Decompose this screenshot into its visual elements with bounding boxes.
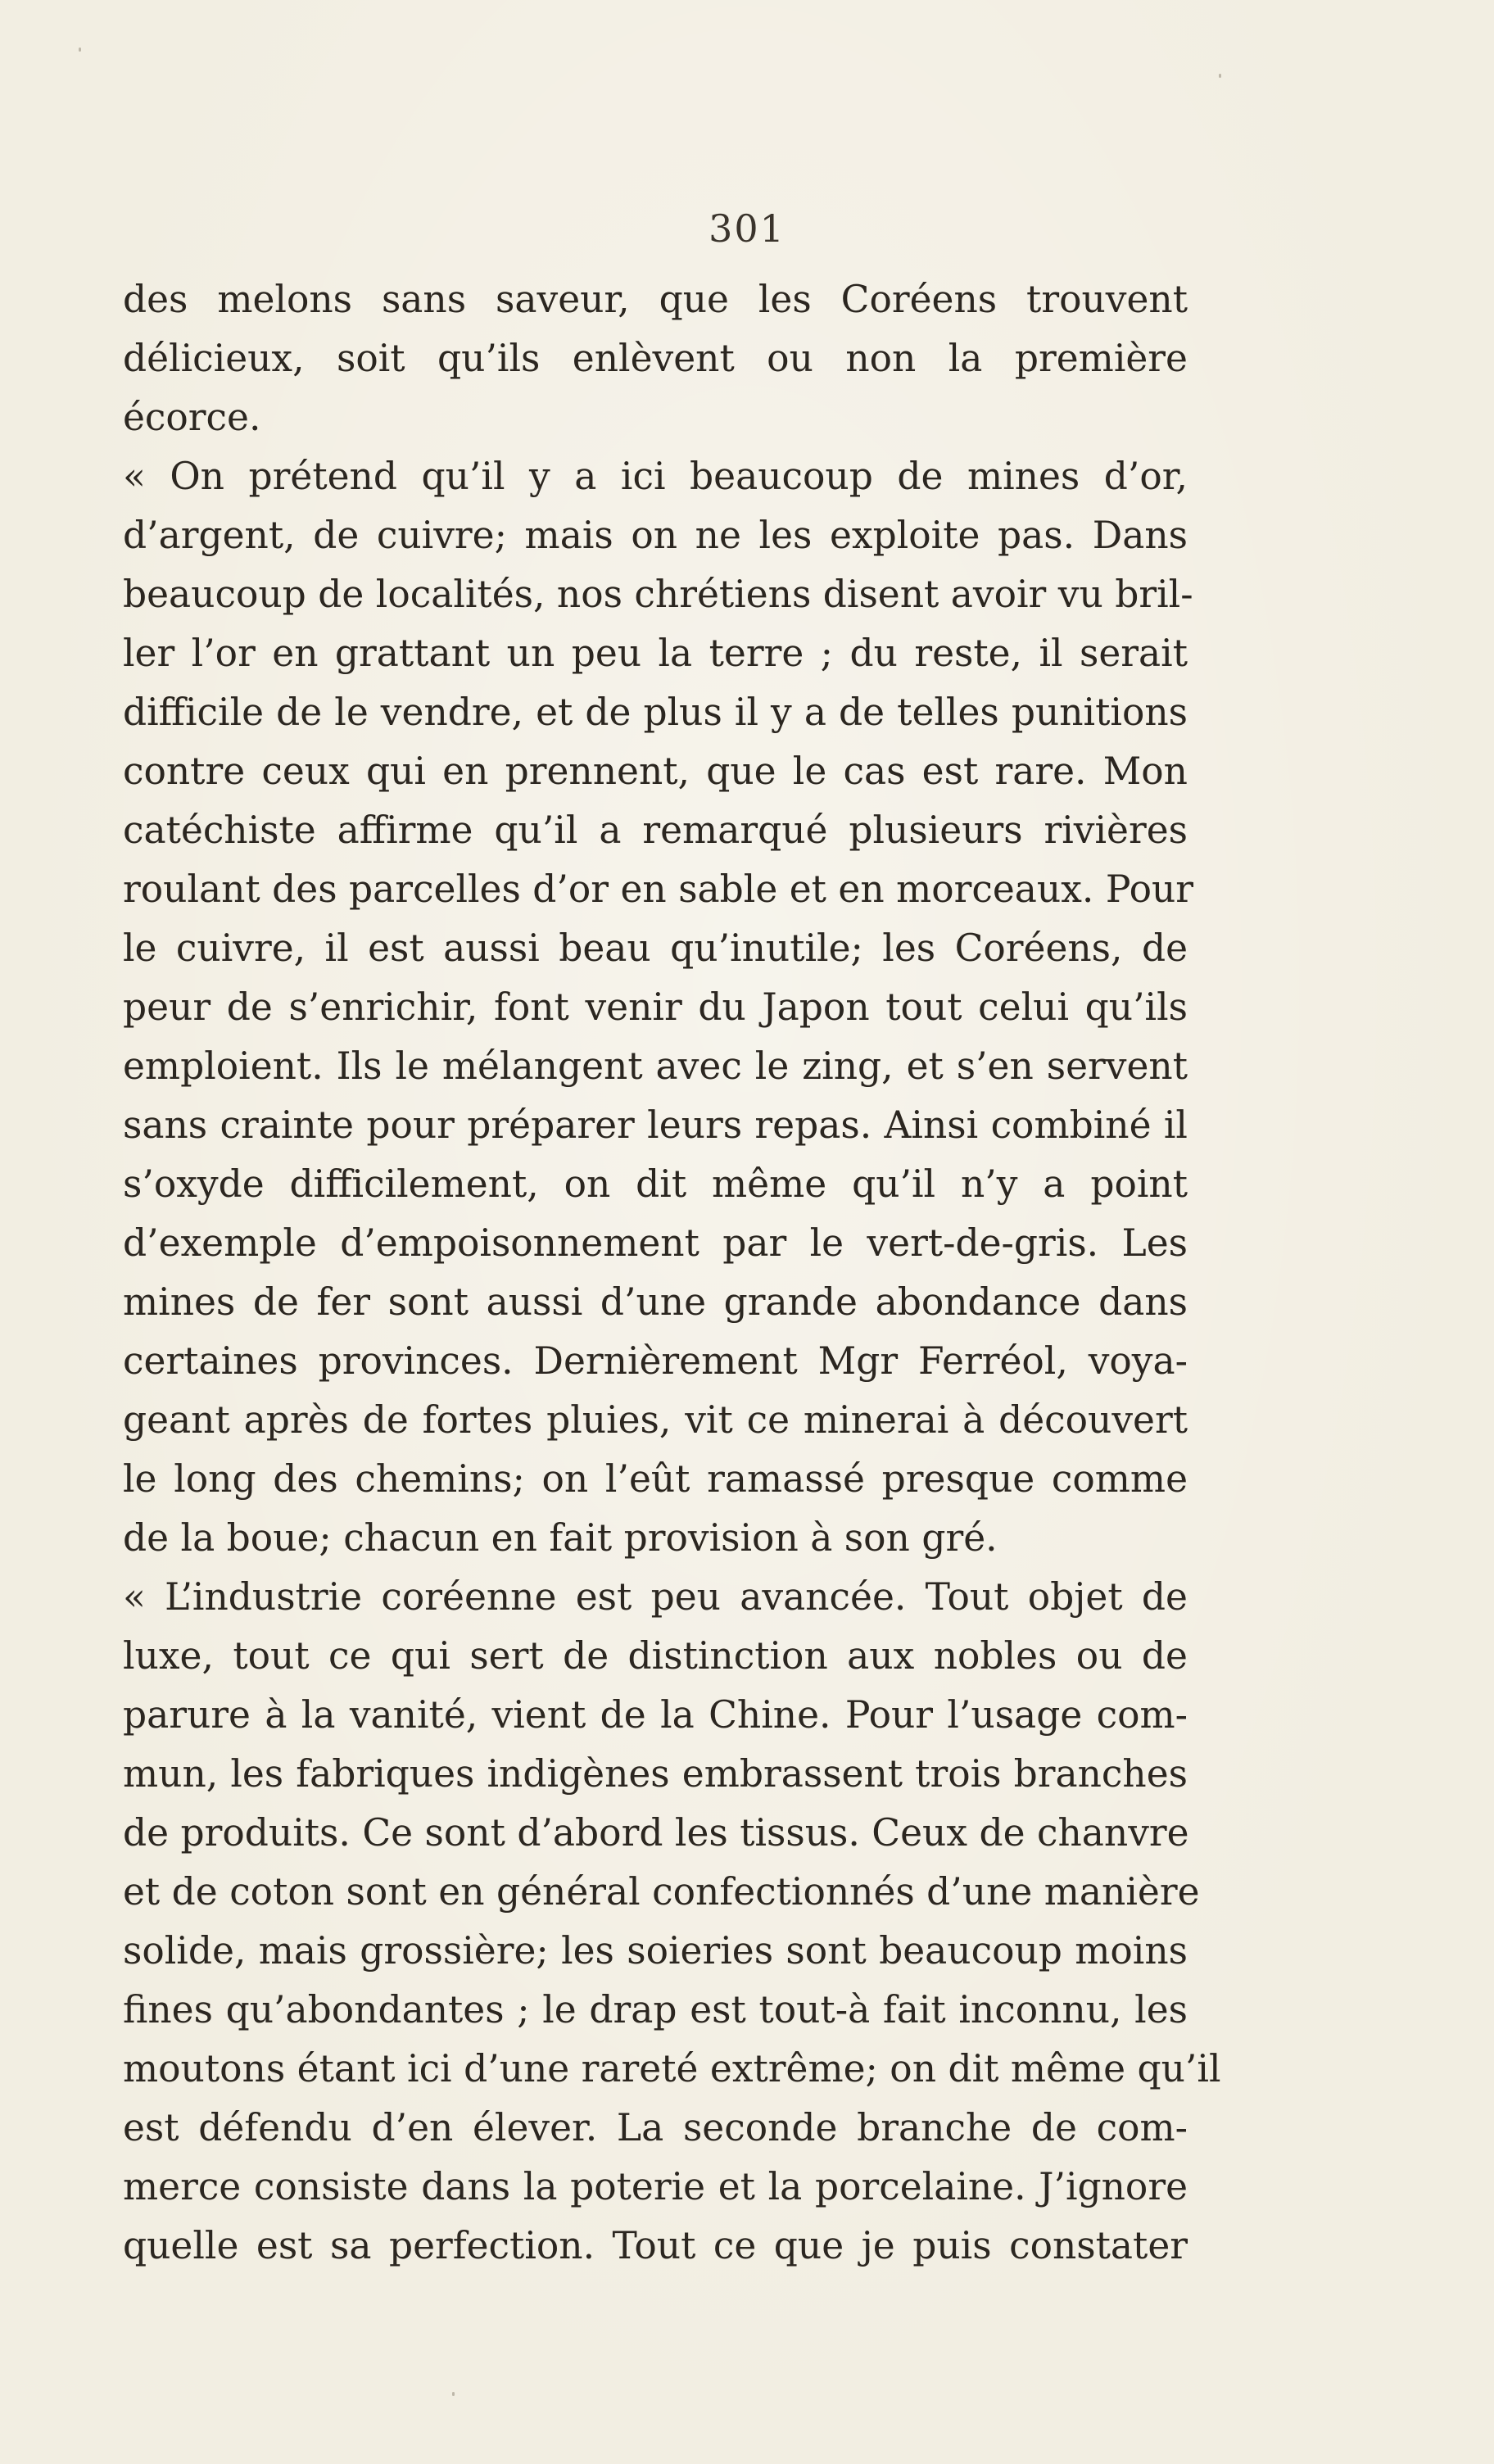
body-text: [123, 270, 1221, 2276]
text-line: contre ceux qui en prennent, que le cas est rare. Mon: [123, 750, 1188, 793]
text-line: délicieux, soit qu’ils enlèvent ou non la première: [123, 337, 1188, 380]
text-line: est défendu d’en élever. La seconde branche de com-: [123, 2106, 1188, 2149]
text-line: le cuivre, il est aussi beau qu’inutile; les Coréens, de: [123, 926, 1188, 970]
text-line: et de coton sont en général confectionnés d’une manière: [123, 1870, 1200, 1914]
paper-speck: [79, 48, 81, 52]
paper-speck: [452, 2392, 455, 2396]
text-line: emploient. Ils le mélangent avec le zing, et s’en servent: [123, 1044, 1188, 1088]
text-line: des melons sans saveur, que les Coréens trouvent: [123, 278, 1188, 321]
text-line: mun, les fabriques indigènes embrassent trois branches: [123, 1752, 1188, 1796]
text-line: peur de s’enrichir, font venir du Japon tout celui qu’ils: [123, 985, 1188, 1029]
text-line: s’oxyde difficilement, on dit même qu’il n’y a point: [123, 1162, 1188, 1206]
text-line: mines de fer sont aussi d’une grande abondance dans: [123, 1280, 1188, 1324]
text-line: moutons étant ici d’une rareté extrême; on dit même qu’il: [123, 2047, 1221, 2090]
text-line: fines qu’abondantes ; le drap est tout-à fait inconnu, les: [123, 1988, 1188, 2031]
text-line: certaines provinces. Dernièrement Mgr Ferréol, voya-: [123, 1339, 1188, 1383]
text-line: ler l’or en grattant un peu la terre ; du reste, il serait: [123, 632, 1188, 675]
text-line: solide, mais grossière; les soieries sont beaucoup moins: [123, 1929, 1188, 1973]
text-line: sans crainte pour préparer leurs repas. Ainsi combiné il: [123, 1103, 1188, 1147]
text-line: catéchiste affirme qu’il a remarqué plusieurs rivières: [123, 808, 1188, 852]
text-line: luxe, tout ce qui sert de distinction aux nobles ou de: [123, 1634, 1188, 1678]
text-line: de produits. Ce sont d’abord les tissus. Ceux de chanvre: [123, 1811, 1189, 1855]
text-line: écorce.: [123, 396, 261, 439]
paper-speck: [1219, 74, 1221, 78]
text-line: difficile de le vendre, et de plus il y a de telles punitions: [123, 691, 1188, 734]
text-line: roulant des parcelles d’or en sable et en morceaux. Pour: [123, 867, 1194, 911]
text-line: d’exemple d’empoisonnement par le vert-de-gris. Les: [123, 1221, 1188, 1265]
text-line: merce consiste dans la poterie et la porcelaine. J’ignore: [123, 2165, 1188, 2208]
text-line: de la boue; chacun en fait provision à son gré.: [123, 1516, 998, 1560]
text-line: parure à la vanité, vient de la Chine. Pour l’usage com-: [123, 1693, 1188, 1737]
page-number: 301: [709, 206, 785, 251]
text-line: d’argent, de cuivre; mais on ne les exploite pas. Dans: [123, 514, 1188, 557]
text-line: « L’industrie coréenne est peu avancée. Tout objet de: [123, 1575, 1188, 1619]
text-line: le long des chemins; on l’eût ramassé presque comme: [123, 1457, 1188, 1501]
text-line: beaucoup de localités, nos chrétiens disent avoir vu bril-: [123, 573, 1193, 616]
text-line: quelle est sa perfection. Tout ce que je puis constater: [123, 2224, 1188, 2267]
text-line: « On prétend qu’il y a ici beaucoup de mines d’or,: [123, 455, 1188, 498]
text-line: geant après de fortes pluies, vit ce minerai à découvert: [123, 1398, 1188, 1442]
